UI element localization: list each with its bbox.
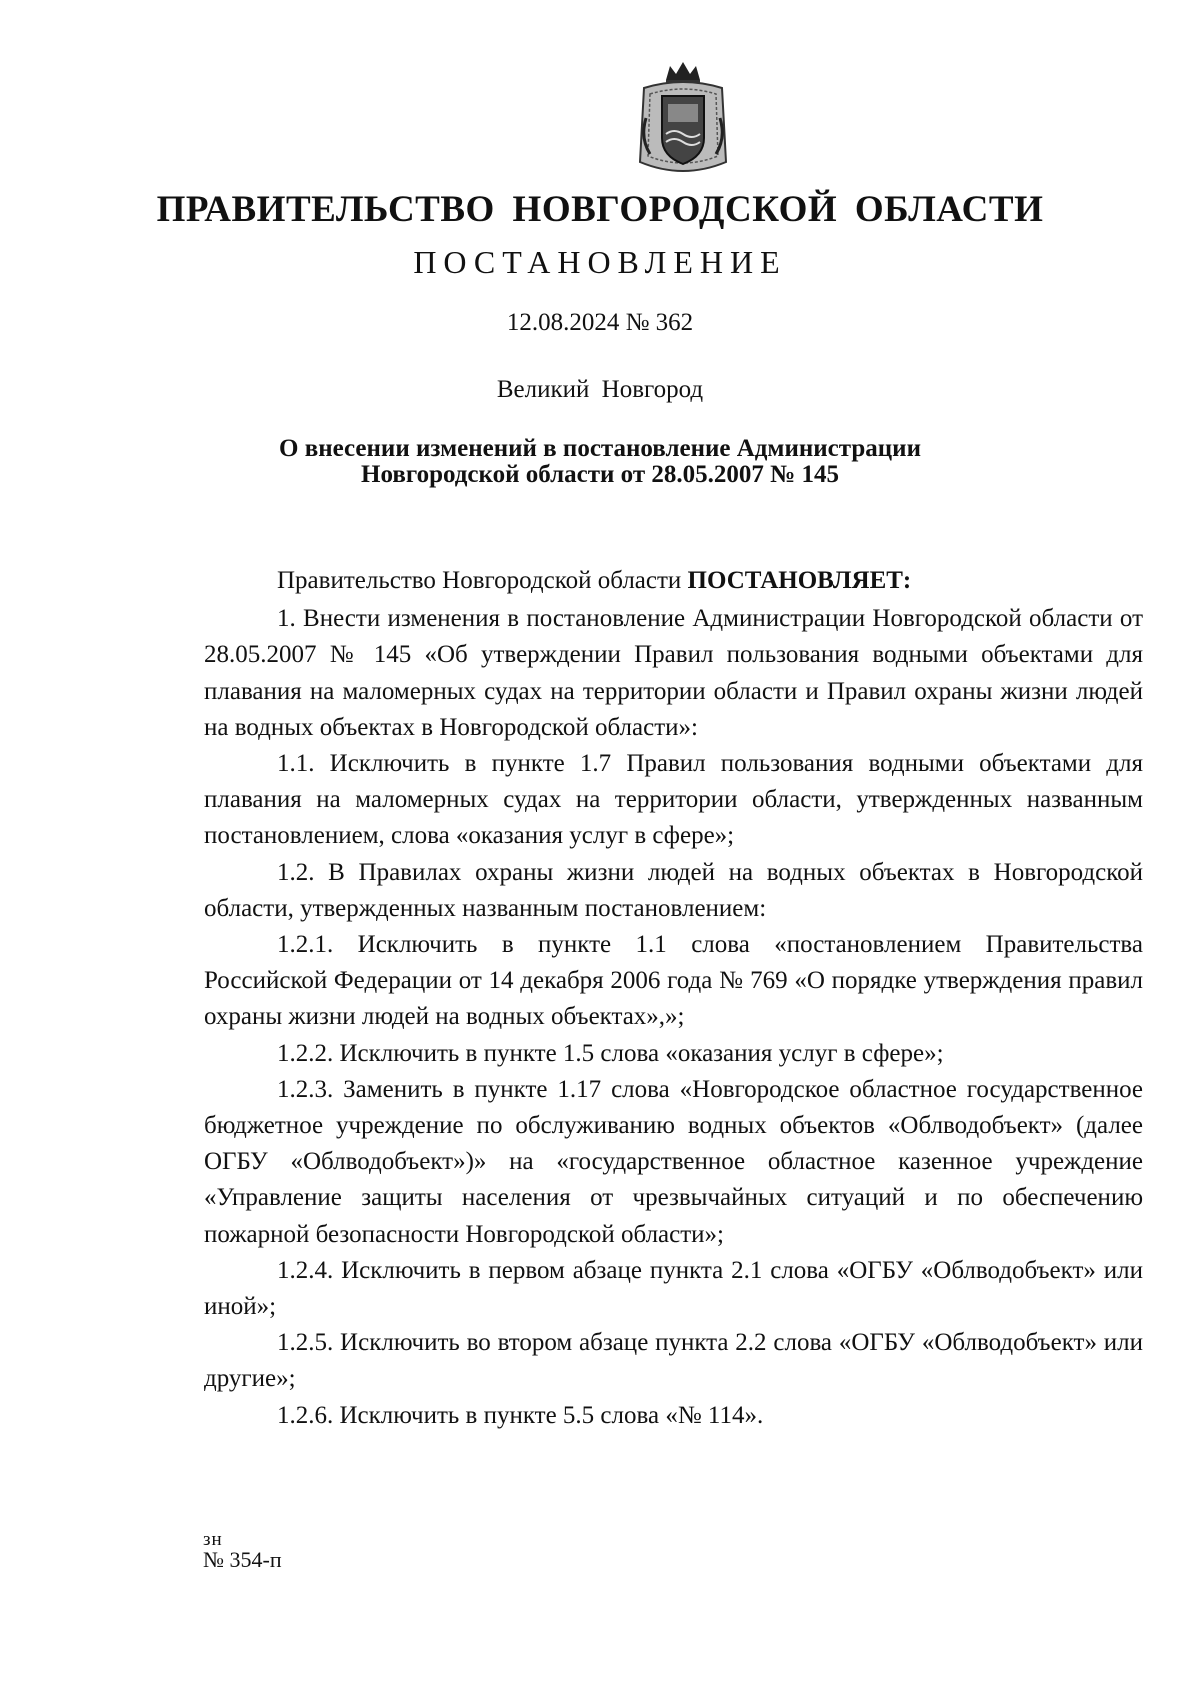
subject-line-2: Новгородской области от 28.05.2007 № 145 [361,461,839,488]
document-date-number: 12.08.2024 № 362 [506,309,694,336]
preparer-initials: зн [203,1529,223,1550]
subject-line-1: О внесении изменений в постановление Администрации [279,435,921,462]
decree-intro: Правительство Новгородской области [277,567,688,594]
decree-word: ПОСТАНОВЛЯЕТ: [687,567,912,594]
coat-of-arms-icon [636,58,730,180]
paragraph-1-2-1: 1.2.1. Исключить в пункте 1.1 слова «постановлением Правительства Российской Федерации от 14 декабря 2006 года № 769 «О порядке утверждения правил охраны жизни людей на водных объектах»,»; [204,931,1143,1031]
paragraph-1-2: 1.2. В Правилах охраны жизни людей на водных объектах в Новгородской области, утвержденных названным постановлением: [204,858,1143,922]
paragraph-1-1: 1.1. Исключить в пункте 1.7 Правил пользования водными объектами для плавания на маломерных судах на территории области, утвержденных названным постановлением, слова «оказания услуг в сфере»; [204,750,1143,850]
document-kind: ПОСТАНОВЛЕНИЕ [413,244,787,280]
registration-footer [203,1530,282,1570]
document-subject [0,436,1200,488]
paragraph-1-2-6: 1.2.6. Исключить в пункте 5.5 слова «№ 114». [277,1401,764,1429]
decree-statement [204,563,1143,599]
document-body [204,563,1143,1434]
paragraph-1: 1. Внести изменения в постановление Администрации Новгородской области от 28.05.2007 № 145 «Об утверждении Правил пользования водными объектами для плавания на маломерных судах на территории области и Правил охраны жизни людей на водных объектах в Новгородской области»: [204,605,1143,741]
registration-number: № 354-п [203,1547,282,1572]
paragraph-1-2-5: 1.2.5. Исключить во втором абзаце пункта 2.2 слова «ОГБУ «Облводобъект» или другие»; [204,1329,1143,1393]
paragraph-1-2-4: 1.2.4. Исключить в первом абзаце пункта 2.1 слова «ОГБУ «Облводобъект» или иной»; [204,1256,1143,1321]
document-city: Великий Новгород [496,376,704,403]
paragraph-1-2-3: 1.2.3. Заменить в пункте 1.17 слова «Новгородское областное государственное бюджетное учреждение по обслуживанию водных объектов «Облводобъект» (далее ОГБУ «Облводобъект»)» на «государственное областное казенное учреждение «Управление защиты населения от чрезвычайных ситуаций и по обеспечению пожарной безопасности Новгородской области»; [204,1075,1143,1248]
paragraph-1-2-2: 1.2.2. Исключить в пункте 1.5 слова «оказания услуг в сфере»; [277,1039,944,1067]
government-title: ПРАВИТЕЛЬСТВО НОВГОРОДСКОЙ ОБЛАСТИ [156,189,1044,230]
